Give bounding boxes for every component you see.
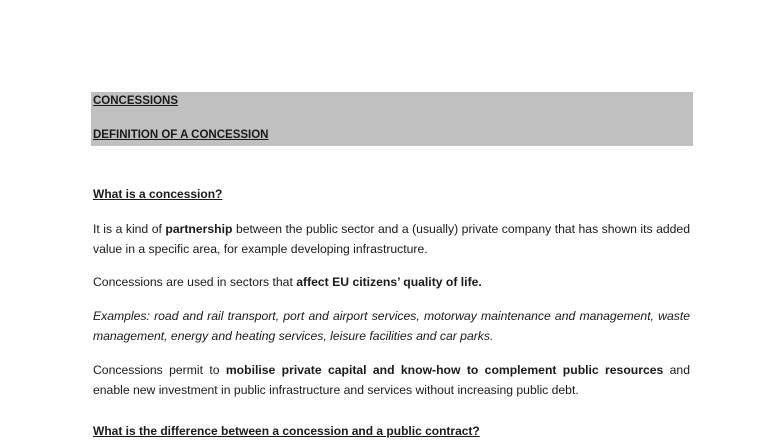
question-heading-difference: What is the difference between a concession and a public contract? — [93, 424, 480, 438]
paragraph-sectors — [93, 272, 690, 292]
paragraph-bold-text: partnership — [165, 222, 233, 236]
paragraph-mobilise-capital — [93, 360, 690, 400]
paragraph-text: Concessions are used in sectors that — [93, 275, 297, 289]
paragraph-text: and enable new investment in public infrastructure and services without increasing public debt. — [93, 363, 690, 397]
paragraph-examples — [93, 306, 690, 346]
section-title: CONCESSIONS — [93, 95, 178, 107]
paragraph-partnership — [93, 219, 690, 259]
question-heading-what-is-concession: What is a concession? — [93, 187, 223, 201]
paragraph-text: Examples: road and rail transport, port and airport services, motorway maintenance and management, waste management, energy and heating services, leisure facilities and car parks. — [93, 309, 690, 343]
paragraph-bold-text: affect EU citizens’ quality of life. — [296, 275, 482, 289]
paragraph-bold-text: mobilise private capital and know-how to complement public resources — [225, 363, 664, 377]
paragraph-text: Concessions permit to — [93, 363, 226, 377]
paragraph-text: between the public sector and a (usually) private company that has shown its added value in a specific area, for example developing infrastructure. — [93, 222, 690, 256]
subsection-title: DEFINITION OF A CONCESSION — [93, 129, 269, 141]
paragraph-text: It is a kind of — [93, 222, 166, 236]
